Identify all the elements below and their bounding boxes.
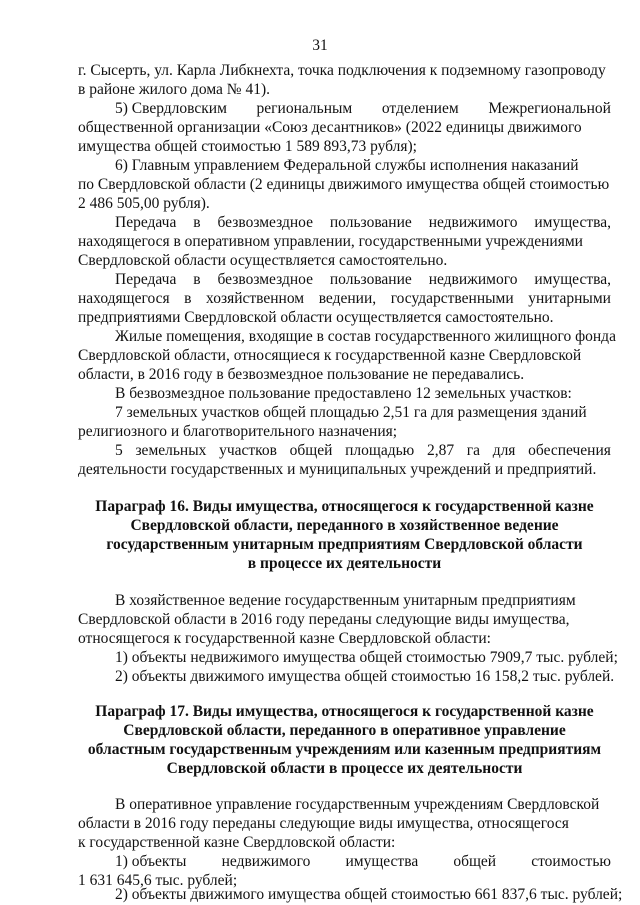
p-housing-line-3: области, в 2016 году в безвозмездное пользование не передавались. bbox=[78, 366, 525, 383]
text-word: земельных bbox=[135, 442, 207, 459]
p-land-line-1: В безвозмездное пользование предоставлено 12 земельных участков: bbox=[115, 385, 572, 402]
p-housing-line-2: Свердловской области, относящиеся к государственной казне Свердловской bbox=[78, 347, 582, 364]
p-land-line-5: деятельности государственных и муниципальных учреждений и предприятий. bbox=[78, 461, 597, 478]
text-word: унитарными bbox=[528, 290, 611, 307]
par17-heading-line-3: областным государственным учреждениям или казенным предприятиям bbox=[87, 741, 602, 758]
par16-line-5: 2) объекты движимого имущества общей стоимостью 16 158,2 тыс. рублей. bbox=[115, 668, 615, 685]
item5-line-3: имущества общей стоимостью 1 589 893,73 рубля); bbox=[78, 138, 417, 155]
text-word: государственными bbox=[390, 290, 514, 307]
text-word: региональным bbox=[256, 100, 353, 117]
text-word: безвозмездное bbox=[217, 214, 313, 231]
text-word: имущества bbox=[345, 853, 419, 870]
par16-heading-line-4: в процессе их деятельности bbox=[247, 555, 442, 572]
p-operative-line-3: Свердловской области осуществляется самостоятельно. bbox=[78, 252, 448, 269]
intro-line-1: г. Сысерть, ул. Карла Либкнехта, точка подключения к подземному газопроводу bbox=[78, 62, 606, 79]
text-word: пользование bbox=[329, 214, 412, 231]
p-housing-line-1: Жилые помещения, входящие в состав государственного жилищного фонда bbox=[115, 328, 616, 345]
text-word: недвижимого bbox=[428, 214, 518, 231]
par17-line-5: 1 631 645,6 тыс. рублей; bbox=[78, 872, 238, 889]
intro-line-2: в районе жилого дома № 41). bbox=[78, 81, 271, 98]
p-land-line-3: религиозного и благотворительного назначения; bbox=[78, 423, 398, 440]
text-word: для bbox=[492, 442, 516, 459]
text-word: в bbox=[193, 271, 201, 288]
par17-line-3: к государственной казне Свердловской области: bbox=[78, 834, 396, 851]
text-word: имущества, bbox=[534, 214, 611, 231]
p-economic-line-3: предприятиями Свердловской области осуществляется самостоятельно. bbox=[78, 309, 554, 326]
text-word: недвижимого bbox=[221, 853, 311, 870]
par16-line-4: 1) объекты недвижимого имущества общей стоимостью 7909,7 тыс. рублей; bbox=[115, 649, 618, 666]
text-word: 1) объекты bbox=[115, 853, 187, 870]
text-word: обеспечения bbox=[528, 442, 611, 459]
par17-line-1: В оперативное управление государственным учреждениям Свердловской bbox=[115, 796, 600, 813]
p-operative-line-2: находящегося в оперативном управлении, государственными учреждениями bbox=[78, 233, 583, 250]
par16-heading-line-3: государственным унитарным предприятиям Свердловской области bbox=[106, 536, 583, 553]
par17-heading-line-1: Параграф 17. Виды имущества, относящегося к государственной казне bbox=[95, 703, 594, 720]
par17-line-4 bbox=[115, 852, 611, 872]
par17-line-6: 2) объекты движимого имущества общей стоимостью 661 837,6 тыс. рублей; bbox=[115, 886, 623, 903]
text-word: 2,87 bbox=[426, 442, 455, 459]
text-word: ведении, bbox=[318, 290, 377, 307]
text-word: безвозмездное bbox=[217, 271, 313, 288]
text-word: общей bbox=[453, 853, 497, 870]
p-economic-line-2 bbox=[78, 289, 611, 309]
text-word: площадью bbox=[345, 442, 415, 459]
text-word: Передача bbox=[115, 271, 177, 288]
item6-line-3: 2 486 505,00 рубля). bbox=[78, 195, 210, 212]
par17-heading-line-2: Свердловской области, переданного в оперативное управление bbox=[123, 722, 566, 739]
text-word: 5 bbox=[115, 442, 123, 459]
text-word: хозяйственном bbox=[206, 290, 305, 307]
par17-heading-line-4: Свердловской области в процессе их деятельности bbox=[166, 760, 523, 777]
par16-line-1: В хозяйственное ведение государственным унитарным предприятиям bbox=[115, 592, 576, 609]
text-word: Передача bbox=[115, 214, 177, 231]
text-word: га bbox=[466, 442, 480, 459]
item5-line-2: общественной организации «Союз десантников» (2022 единицы движимого bbox=[78, 119, 582, 136]
text-word: Межрегиональной bbox=[488, 100, 611, 117]
text-word: недвижимого bbox=[428, 271, 518, 288]
par16-heading-line-1: Параграф 16. Виды имущества, относящегося к государственной казне bbox=[95, 498, 594, 515]
text-word: отделением bbox=[381, 100, 459, 117]
p-land-line-4 bbox=[115, 441, 611, 461]
text-word: участков bbox=[219, 442, 277, 459]
page-number: 31 bbox=[312, 37, 328, 54]
item6-line-1: 6) Главным управлением Федеральной службы исполнения наказаний bbox=[115, 157, 579, 174]
par16-line-3: относящегося к государственной казне Свердловской области: bbox=[78, 630, 491, 647]
text-word: в bbox=[193, 214, 201, 231]
p-land-line-2: 7 земельных участков общей площадью 2,51 га для размещения зданий bbox=[115, 404, 587, 421]
p-operative-line-1 bbox=[115, 213, 611, 233]
item5-line-1 bbox=[115, 99, 611, 119]
text-word: стоимостью bbox=[531, 853, 611, 870]
p-economic-line-1 bbox=[115, 270, 611, 290]
text-word: находящегося bbox=[78, 290, 170, 307]
text-word: в bbox=[184, 290, 192, 307]
text-word: пользование bbox=[329, 271, 412, 288]
text-word: имущества, bbox=[534, 271, 611, 288]
text-word: 5) Свердловским bbox=[115, 100, 227, 117]
par17-line-2: области в 2016 году переданы следующие виды имущества, относящегося bbox=[78, 815, 569, 832]
par16-heading-line-2: Свердловской области, переданного в хозяйственное ведение bbox=[130, 517, 559, 534]
text-word: общей bbox=[289, 442, 333, 459]
item6-line-2: по Свердловской области (2 единицы движимого имущества общей стоимостью bbox=[78, 176, 610, 193]
par16-line-2: Свердловской области в 2016 году переданы следующие виды имущества, bbox=[78, 611, 570, 628]
